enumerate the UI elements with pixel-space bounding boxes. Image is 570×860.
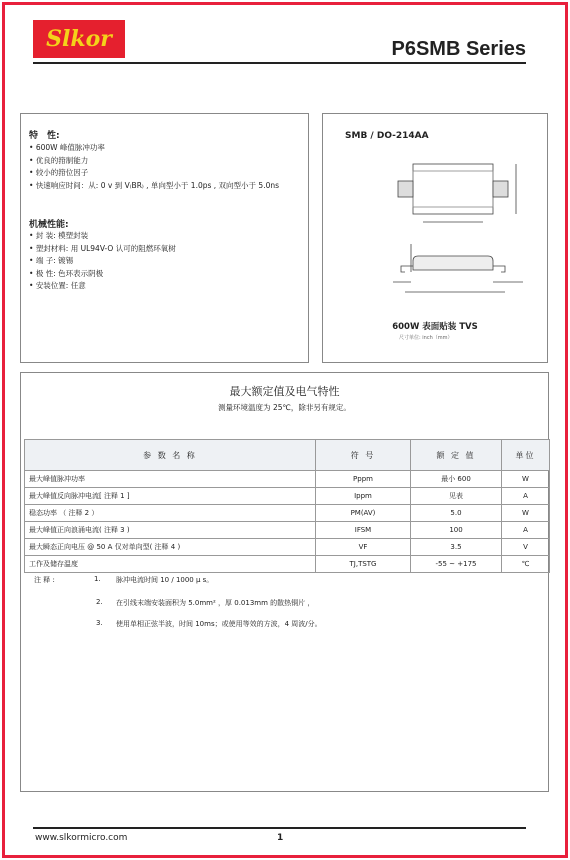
feature-item: • 较小的箝位因子 — [29, 167, 279, 180]
table-row — [25, 539, 550, 556]
mechanical-title: 机械性能: — [29, 220, 69, 230]
features-panel — [20, 113, 309, 363]
table-cell: 100 — [411, 522, 502, 539]
package-caption: 600W 表面贴装 TVS — [392, 322, 478, 332]
table-row — [25, 488, 550, 505]
notes-label: 注 释 : — [34, 576, 55, 584]
mechanical-list — [29, 230, 176, 293]
package-title: SMB / DO-214AA — [345, 131, 429, 141]
feature-item: • 600W 峰值脉冲功率 — [29, 142, 279, 155]
ratings-panel — [20, 372, 549, 792]
table-row — [25, 522, 550, 539]
table-cell: 最大峰值脉冲功率 — [25, 471, 316, 488]
series-title: P6SMB Series — [391, 38, 526, 60]
header-value: 额 定 值 — [411, 440, 502, 471]
page-number: 1 — [277, 833, 284, 843]
features-title: 特 性: — [29, 131, 60, 141]
table-cell: 工作及储存温度 — [25, 556, 316, 573]
table-cell: 见表 — [411, 488, 502, 505]
table-cell: Ippm — [316, 488, 411, 505]
features-list — [29, 142, 279, 192]
table-cell: A — [502, 488, 550, 505]
note-number: 1. — [94, 575, 101, 583]
table-cell: V — [502, 539, 550, 556]
table-cell: A — [502, 522, 550, 539]
note-number: 2. — [96, 598, 103, 606]
table-row — [25, 556, 550, 573]
ratings-table — [24, 439, 550, 573]
table-cell: PM(AV) — [316, 505, 411, 522]
table-cell: VF — [316, 539, 411, 556]
package-panel — [322, 113, 548, 363]
table-cell: -55 ~ +175 — [411, 556, 502, 573]
table-cell: ℃ — [502, 556, 550, 573]
table-cell: Pppm — [316, 471, 411, 488]
header-divider — [33, 62, 526, 64]
ratings-subtitle: 测量环境温度为 25℃，除非另有规定。 — [218, 403, 351, 412]
note-text: 在引线末端安装面积为 5.0mm² ，厚 0.013mm 的散热铜片 ， — [116, 599, 315, 607]
ratings-title: 最大额定值及电气特性 — [229, 385, 340, 398]
header-symbol: 符 号 — [316, 440, 411, 471]
header-unit: 单位 — [502, 440, 550, 471]
table-row — [25, 471, 550, 488]
table-header-row — [25, 440, 550, 471]
feature-item: • 快速响应时间：从: 0 v 到 V₍BR₎ , 单向型小于 1.0ps , 双向型小于 5.0ns — [29, 180, 279, 193]
note-text: 使用单相正弦半波，时间 10ms；或使用等效的方波，4 周波/分。 — [116, 620, 322, 628]
feature-item: • 优良的箝制能力 — [29, 155, 279, 168]
table-cell: 最大瞬态正向电压 @ 50 A 仅对单向型( 注释 4 ) — [25, 539, 316, 556]
note-number: 3. — [96, 619, 103, 627]
footer-website: www.slkormicro.com — [35, 833, 128, 843]
mechanical-item: • 端 子: 镀锡 — [29, 255, 176, 268]
table-cell: W — [502, 505, 550, 522]
header-param: 参 数 名 称 — [25, 440, 316, 471]
mechanical-item: • 塑封材料: 用 UL94V-O 认可的阻燃环氧树 — [29, 243, 176, 256]
mechanical-item: • 极 性: 色环表示阴极 — [29, 268, 176, 281]
table-cell: TJ,TSTG — [316, 556, 411, 573]
mechanical-item: • 封 装: 模塑封装 — [29, 230, 176, 243]
table-cell: 最大峰值正向浪涌电流( 注释 3 ) — [25, 522, 316, 539]
table-row — [25, 505, 550, 522]
footer-divider — [33, 827, 526, 829]
mechanical-item: • 安装位置: 任意 — [29, 280, 176, 293]
table-cell: 最大峰值反向脉冲电流[ 注释 1 ] — [25, 488, 316, 505]
table-cell: 5.0 — [411, 505, 502, 522]
table-cell: 稳态功率 （ 注释 2 ） — [25, 505, 316, 522]
table-cell: 3.5 — [411, 539, 502, 556]
note-text: 脉冲电流时间 10 / 1000 μ s。 — [116, 576, 214, 584]
table-cell: 最小 600 — [411, 471, 502, 488]
table-cell: W — [502, 471, 550, 488]
table-cell: IFSM — [316, 522, 411, 539]
package-subcaption: 尺寸单位: inch（mm） — [399, 335, 453, 341]
brand-logo: Slkor — [33, 20, 125, 58]
